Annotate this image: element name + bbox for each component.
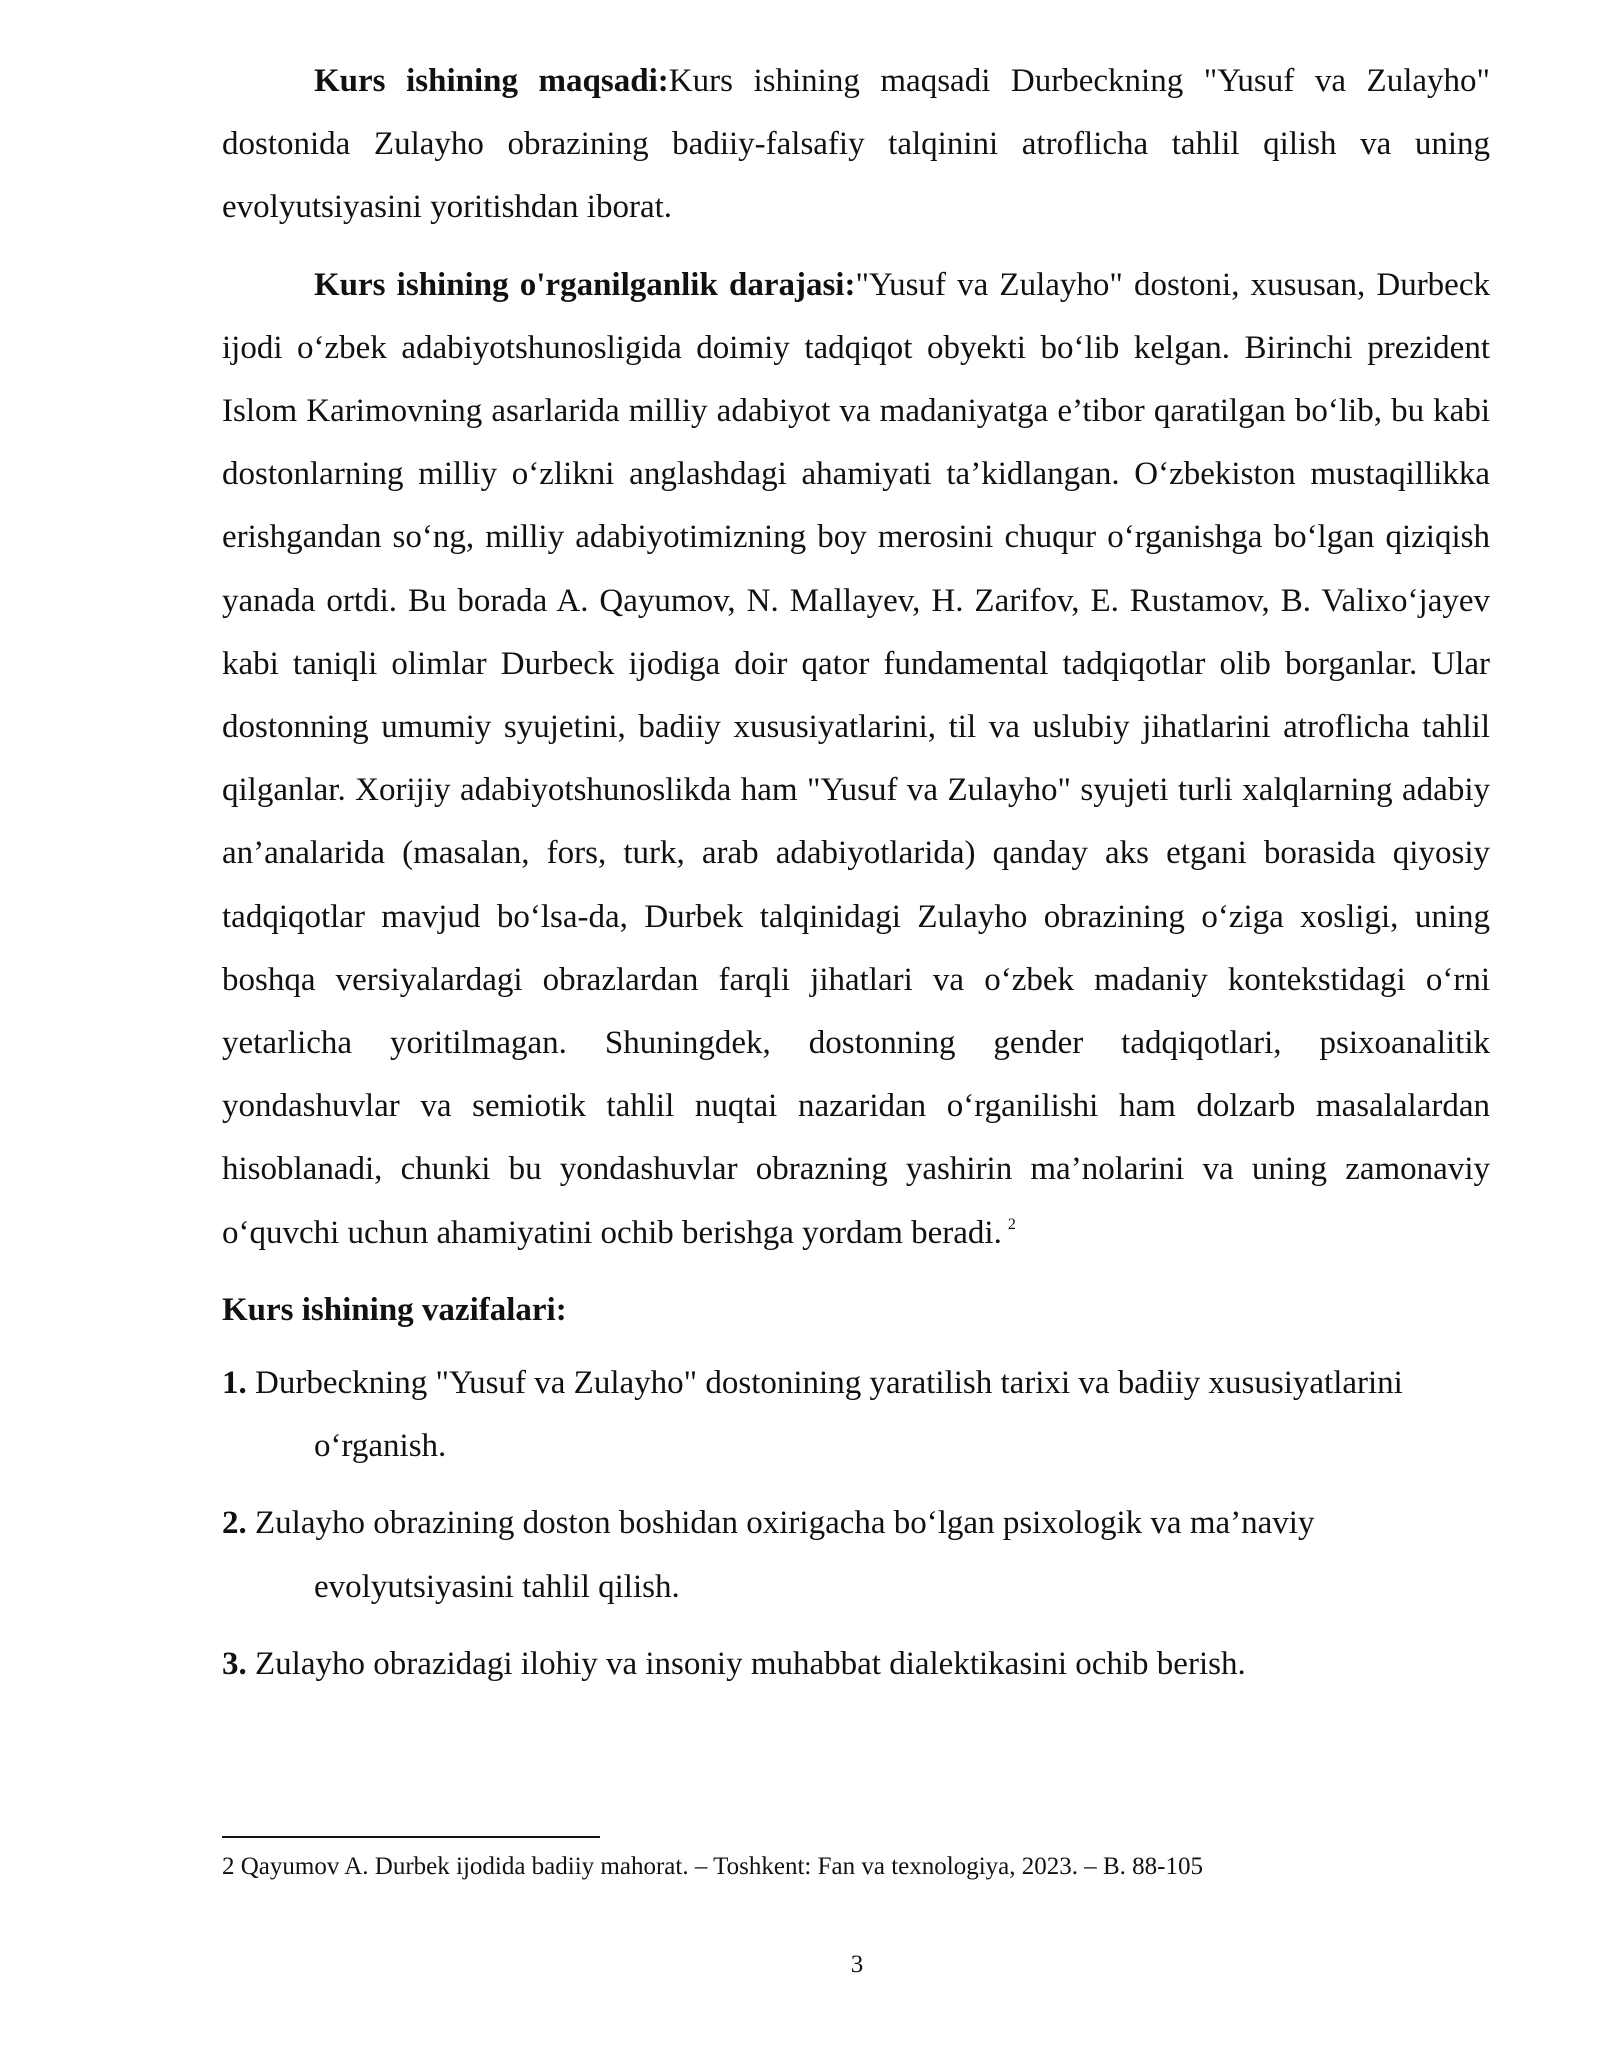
task-text: Zulayho obrazining doston boshidan oxirigacha bo‘lgan psixologik va ma’naviy evolyutsiyasini tahlil qilish.	[255, 1505, 1315, 1605]
study-level-text: "Yusuf va Zulayho" dostoni, xususan, Durbeck ijodi o‘zbek adabiyotshunosligida doimiy tadqiqot obyekti bo‘lib kelgan. Birinchi prezident Islom Karimovning asarlarida milliy adabiyot va madaniyatga e’tibor qaratilgan bo‘lib, bu kabi dostonlarning milliy o‘zlikni anglashdagi ahamiyati ta’kidlangan. O‘zbekiston mustaqillikka erishgandan so‘ng, milliy adabiyotimizning boy merosini chuqur o‘rganishga bo‘lgan qiziqish yanada ortdi. Bu borada A. Qayumov, N. Mallayev, H. Zarifov, E. Rustamov, B. Valixo‘jayev kabi taniqli olimlar Durbeck ijodiga doir qator fundamental tadqiqotlar olib borganlar. Ular dostonning umumiy syujetini, badiiy xususiyatlarini, til va uslubiy jihatlarini atroflicha tahlil qilganlar. Xorijiy adabiyotshunoslikda ham "Yusuf va Zulayho" syujeti turli xalqlarning adabiy an’analarida (masalan, fors, turk, arab adabiyotlarida) qanday aks etgani borasida qiyosiy tadqiqotlar mavjud bo‘lsa-da, Durbek talqinidagi Zulayho obrazining o‘ziga xosligi, uning boshqa versiyalardagi obrazlardan farqli jihatlari va o‘zbek madaniy kontekstidagi o‘rni yetarlicha yoritilmagan. Shuningdek, dostonning gender tadqiqotlari, psixoanalitik yondashuvlar va semiotik tahlil nuqtai nazaridan o‘rganilishi ham dolzarb masalalardan hisoblanadi, chunki bu yondashuvlar obrazning yashirin ma’nolarini va uning zamonaviy o‘quvchi uchun ahamiyatini ochib berishga yordam beradi.	[222, 266, 1490, 1251]
goal-text: Kurs ishining maqsadi Durbeckning "Yusuf va Zulayho" dostonida Zulayho obrazining badiiy-falsafiy talqinini atroflicha tahlil qilish va uning evolyutsiyasini yoritishdan iborat.	[222, 63, 1490, 226]
study-level-paragraph	[222, 254, 1490, 1265]
task-text: Zulayho obrazidagi ilohiy va insoniy muhabbat dialektikasini ochib berish.	[255, 1645, 1246, 1682]
task-item-3	[222, 1633, 1490, 1696]
task-number: 1.	[222, 1365, 247, 1402]
footnote-divider	[222, 1836, 600, 1838]
tasks-heading: Kurs ishining vazifalari:	[222, 1291, 567, 1328]
task-item-2	[222, 1492, 1490, 1618]
footnote-reference: 2	[1007, 1215, 1016, 1233]
footnote-text: 2 Qayumov A. Durbek ijodida badiiy mahorat. – Toshkent: Fan va texnologiya, 2023. – B. 88-105	[222, 1853, 1203, 1880]
study-level-label: Kurs ishining o'rganilganlik darajasi:	[314, 266, 856, 303]
goal-label: Kurs ishining maqsadi:	[314, 63, 669, 99]
task-text: Durbeckning "Yusuf va Zulayho" dostonining yaratilish tarixi va badiiy xususiyatlarini o‘rganish.	[255, 1365, 1403, 1465]
task-number: 2.	[222, 1505, 247, 1542]
goal-paragraph	[222, 50, 1490, 240]
task-item-1	[222, 1352, 1490, 1478]
page-content	[222, 50, 1490, 1710]
task-number: 3.	[222, 1645, 247, 1682]
page-number: 3	[850, 1951, 864, 1978]
